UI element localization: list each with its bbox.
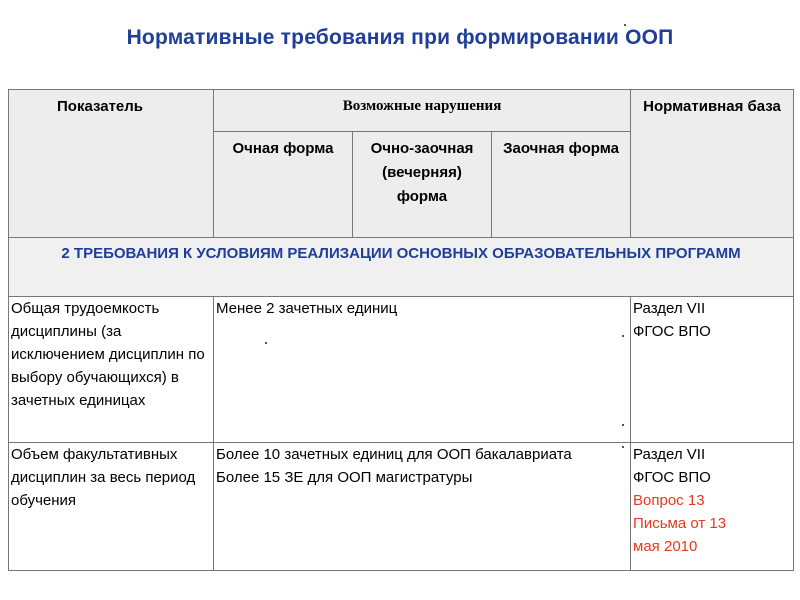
- row-normative: [631, 297, 794, 443]
- requirements-table: [8, 89, 794, 571]
- decorative-dot: [624, 24, 626, 26]
- header-normative: Нормативная база: [631, 90, 794, 238]
- row-violation: [214, 443, 631, 571]
- violation-line: Более 10 зачетных единиц для ООП бакалавриата: [216, 446, 572, 463]
- header-form-fulltime: Очная форма: [214, 132, 353, 238]
- row-normative: [631, 443, 794, 571]
- violation-line: Более 15 ЗЕ для ООП магистратуры: [216, 469, 473, 486]
- normative-line: Раздел VII: [633, 300, 706, 317]
- section-heading: 2 ТРЕБОВАНИЯ К УСЛОВИЯМ РЕАЛИЗАЦИИ ОСНОВНЫХ ОБРАЗОВАТЕЛЬНЫХ ПРОГРАММ: [9, 238, 794, 297]
- row-indicator: Объем факультативных дисциплин за весь период обучения: [9, 443, 214, 571]
- normative-line: ФГОС ВПО: [633, 323, 711, 340]
- header-form-correspondence: Заочная форма: [492, 132, 631, 238]
- header-form-evening: Очно-заочная (вечерняя) форма: [353, 132, 492, 238]
- violation-line: Менее 2 зачетных единиц: [216, 300, 398, 317]
- page-title: Нормативные требования при формировании ООП: [126, 26, 674, 49]
- normative-line: Раздел VII: [633, 446, 706, 463]
- normative-reference-line: мая 2010: [633, 538, 698, 555]
- normative-reference-line: Вопрос 13: [633, 492, 705, 509]
- normative-line: ФГОС ВПО: [633, 469, 711, 486]
- row-indicator: Общая трудоемкость дисциплины (за исключением дисциплин по выбору обучающихся) в зачетных единицах: [9, 297, 214, 443]
- header-indicator: Показатель: [9, 90, 214, 238]
- normative-reference-line: Письма от 13: [633, 515, 727, 532]
- header-violations: Возможные нарушения: [214, 90, 631, 132]
- row-violation: [214, 297, 631, 443]
